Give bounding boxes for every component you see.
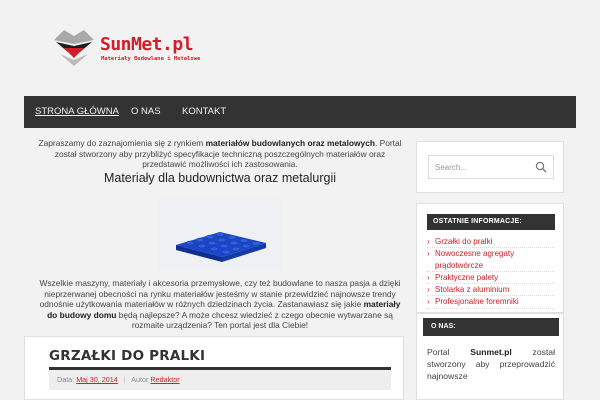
intro-text-2: . Portal został stworzony aby przybliżyć specyfikacje techniczną poszczególnych materiałów oraz przedstawić możliwości ich zastosowania.: [54, 138, 402, 169]
nav-item-home[interactable]: STRONA GŁÓWNA: [35, 106, 119, 117]
intro-bold-text: materiałów budowlanych oraz metalowych: [205, 138, 375, 148]
recent-post-link[interactable]: › Nowoczesne agregaty prądotwórcze: [427, 248, 555, 272]
intro-paragraph: [34, 138, 406, 170]
recent-post-link[interactable]: › Praktyczne palety: [427, 272, 555, 284]
description-text-1: Wszelkie maszyny, materiały i akcesoria przemysłowe, czy też budowlane to nasza pasja a dzięki nieprzerwanej obecności na rynku materiałów jesteśmy w stanie przewidzieć najnowsze trendy odnośnie użytkowania materiałów w różnych dziedzinach życia. Zastanawiasz się jakie: [39, 278, 401, 309]
site-logo[interactable]: [50, 22, 210, 72]
post-author-link[interactable]: Redaktor: [150, 375, 180, 384]
description-paragraph: [34, 278, 406, 331]
blue-brick-image: [158, 199, 282, 271]
recent-posts-list: [427, 236, 555, 309]
recent-posts-widget: [416, 203, 564, 313]
main-navigation: [24, 96, 576, 128]
post-meta: [49, 370, 391, 390]
site-tagline: Materiały Budowlane i Metalowe: [101, 56, 201, 62]
about-text-2: został stworzony aby przeprowadzić najnowsze: [427, 347, 556, 381]
recent-post-link[interactable]: › Profesjonalne foremniki: [427, 296, 555, 308]
site-header: [0, 0, 600, 96]
nav-item-about[interactable]: O NAS: [131, 106, 161, 117]
about-bold-text: Sunmet.pl: [470, 347, 512, 357]
recent-post-link[interactable]: › Stolarka z aluminium: [427, 284, 555, 296]
meta-separator: |: [123, 375, 126, 384]
search-box: [428, 155, 554, 179]
recent-post-link[interactable]: › Grzałki do pralki: [427, 236, 555, 248]
post-date-label: Data:: [57, 375, 75, 384]
description-bold-text: materiały do budowy domu: [47, 299, 401, 320]
search-icon[interactable]: [535, 161, 547, 173]
about-text-1: Portal: [427, 347, 471, 357]
post-date-link[interactable]: Maj 30, 2014: [76, 375, 118, 384]
intro-text-1: Zapraszamy do zaznajomienia się z rynkiem: [38, 138, 206, 148]
sidebar: [416, 138, 564, 400]
search-input[interactable]: [429, 156, 529, 178]
logo-mark-icon: [50, 22, 98, 70]
post-card: [24, 336, 404, 400]
about-widget: [416, 313, 564, 400]
about-title: O NAS:: [423, 318, 559, 336]
search-widget: [416, 141, 564, 193]
about-text: [427, 346, 555, 382]
nav-item-contact[interactable]: KONTAKT: [182, 106, 227, 117]
main-heading: Materiały dla budownictwa oraz metalurgii: [103, 171, 337, 185]
post-title[interactable]: GRZAŁKI DO PRALKI: [49, 348, 206, 364]
description-text-2: będą najlepsze? A może chcesz wiedzieć z czego obecnie wytwarzane są rozmaite urządzenia? Ten portal jest dla Ciebie!: [116, 309, 393, 330]
site-title: SunMet.pl: [100, 34, 194, 55]
post-author-label: Autor: [131, 375, 149, 384]
main-content: [24, 138, 416, 400]
recent-posts-title: OSTATNIE INFORMACJE:: [427, 214, 555, 230]
